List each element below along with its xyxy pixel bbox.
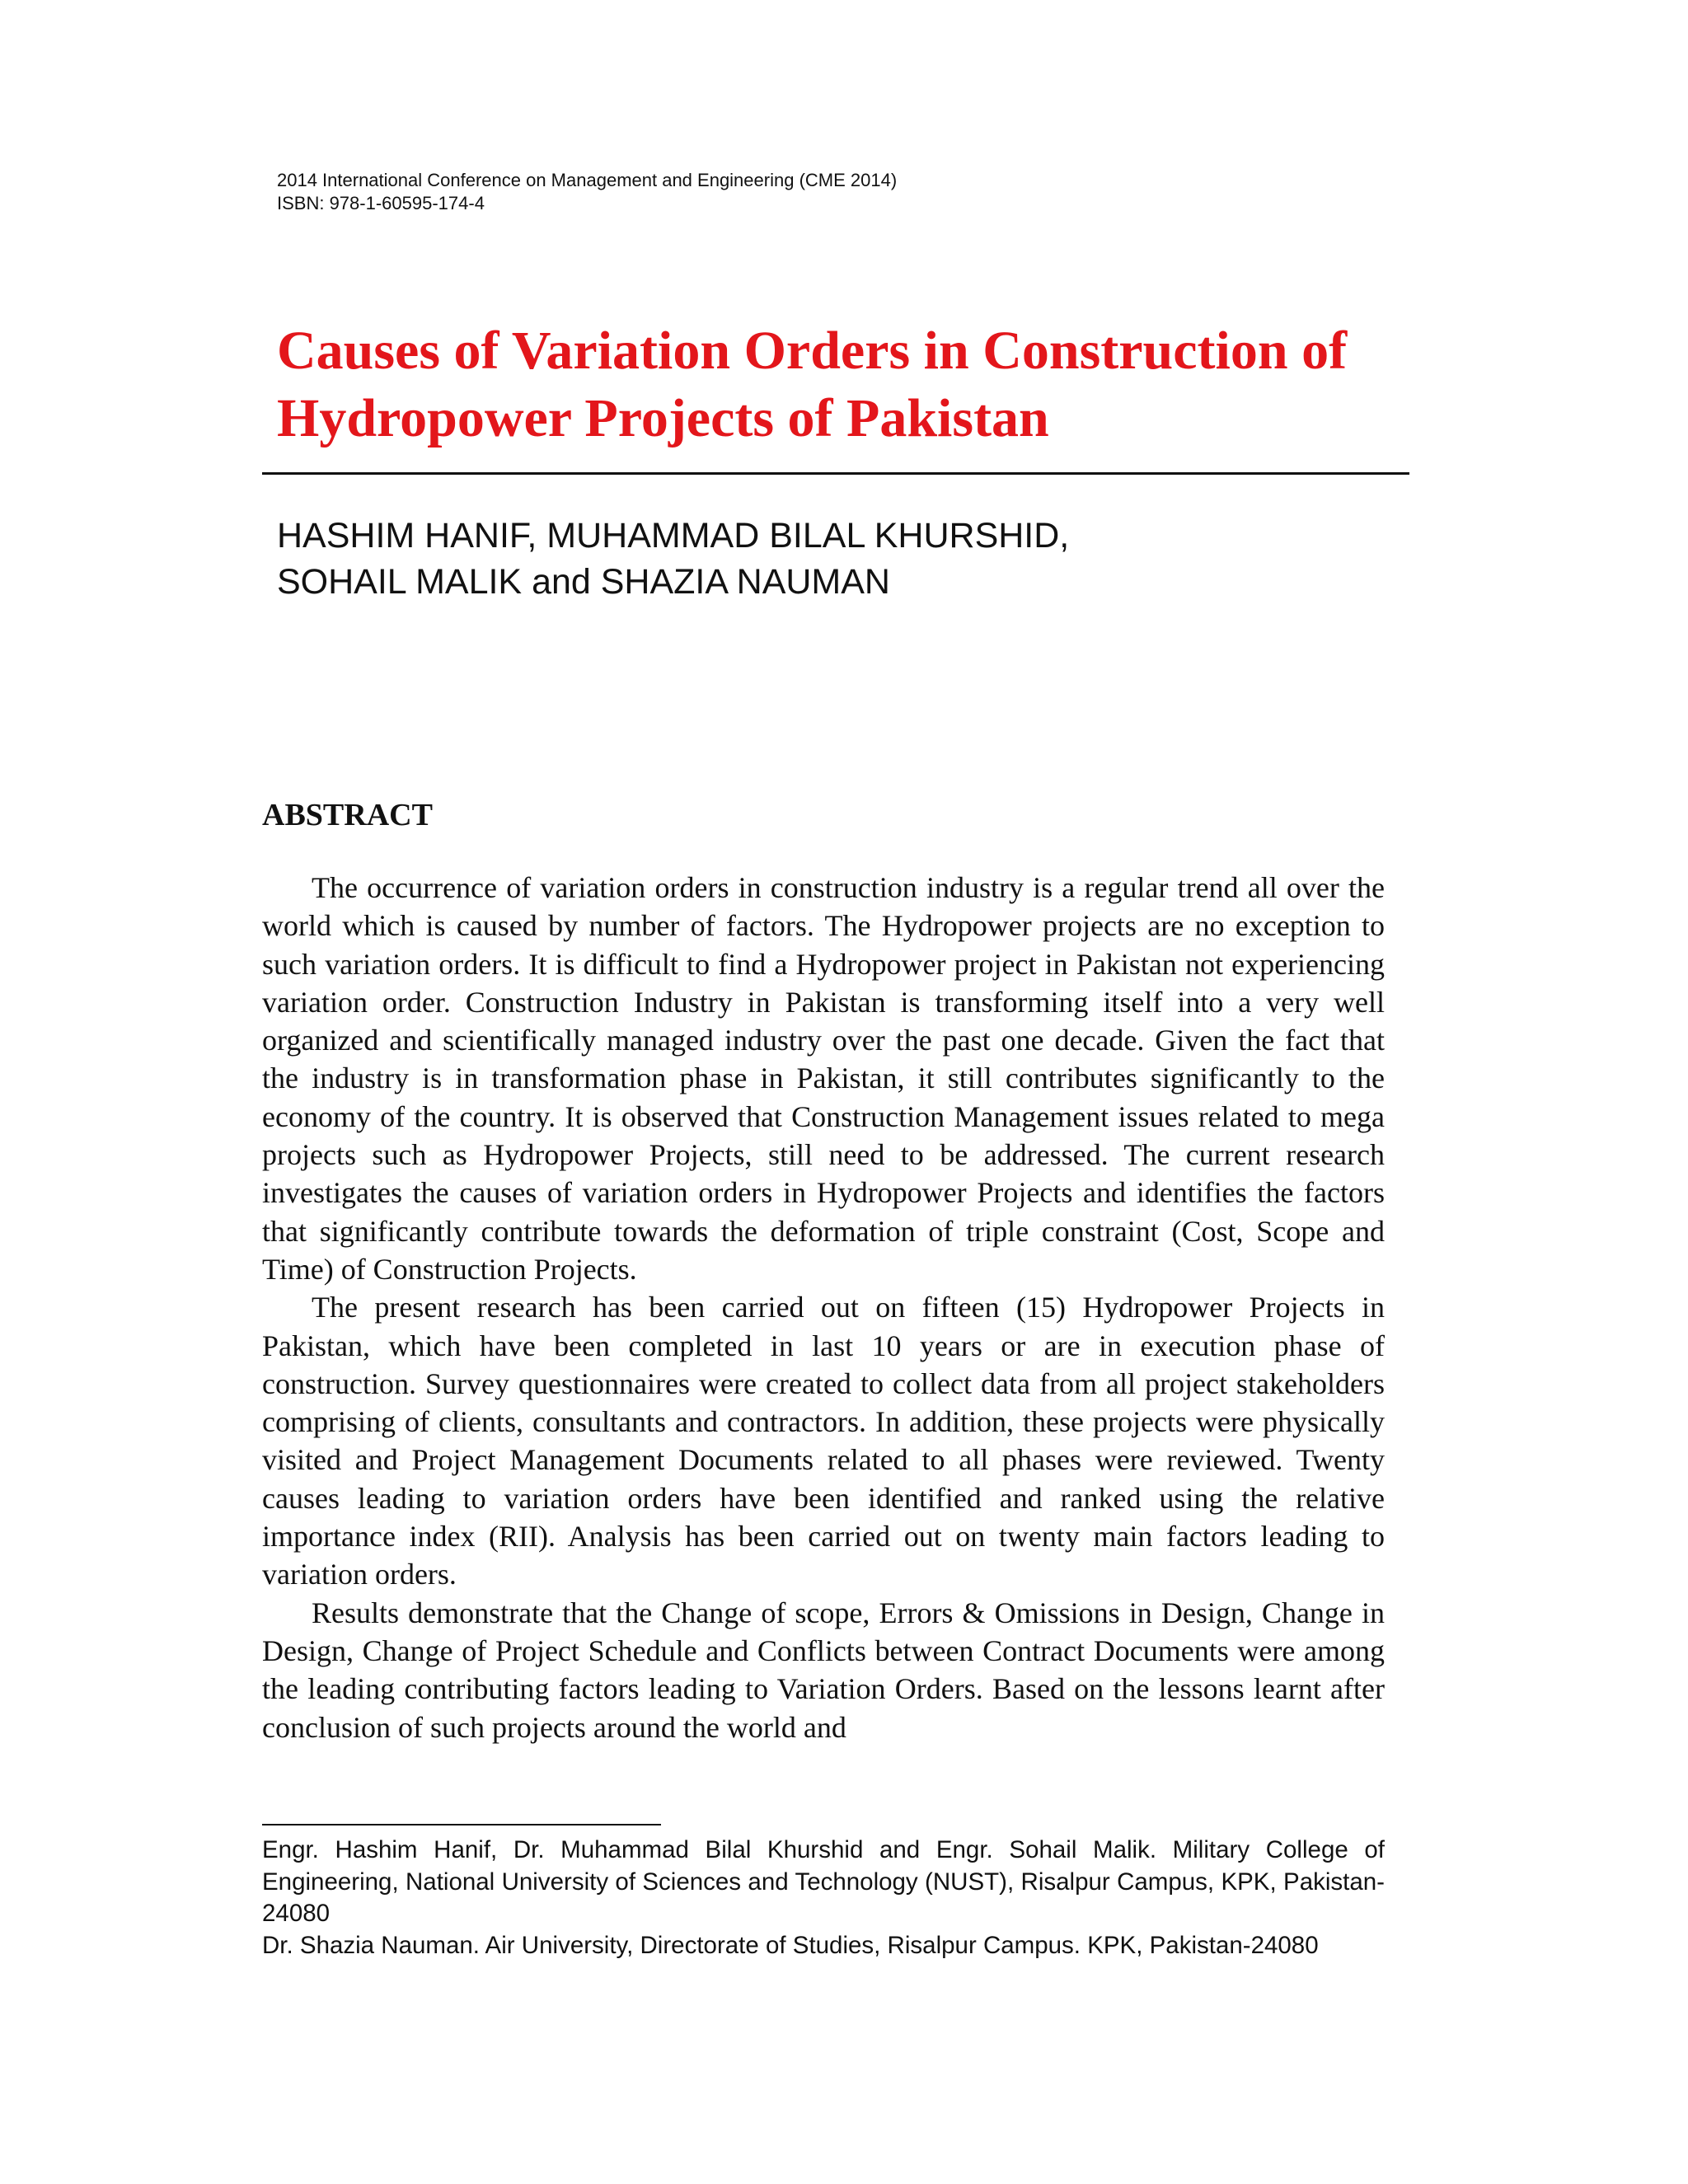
footnote-affiliation: Dr. Shazia Nauman. Air University, Directorate of Studies, Risalpur Campus. KPK, Pakistan-24080 bbox=[262, 1931, 1319, 1959]
title-divider bbox=[262, 472, 1409, 475]
conference-header bbox=[277, 169, 897, 215]
conference-name: 2014 International Conference on Management and Engineering (CME 2014) bbox=[277, 170, 898, 190]
abstract-paragraph: The occurrence of variation orders in construction industry is a regular trend all over the world which is caused by number of factors. The Hydropower projects are no exception to such variation orders. It is difficult to find a Hydropower project in Pakistan not experiencing variation order. Construction Industry in Pakistan is transforming itself into a very well organized and scientifically managed industry over the past one decade. Given the fact that the industry is in transformation phase in Pakistan, it still contributes significantly to the economy of the country. It is observed that Construction Management issues related to mega projects such as Hydropower Projects, still need to be addressed. The current research investigates the causes of variation orders in Hydropower Projects and identifies the factors that significantly contribute towards the deformation of triple constraint (Cost, Scope and Time) of Construction Projects. bbox=[262, 871, 1385, 1286]
footnote-divider bbox=[262, 1824, 661, 1825]
author-list bbox=[277, 513, 1069, 605]
footnote-affiliation: Engr. Hashim Hanif, Dr. Muhammad Bilal Khurshid and Engr. Sohail Malik. Military College of Engineering, National University of Sciences and Technology (NUST), Risalpur Campus, KPK, Pakistan-24080 bbox=[262, 1836, 1385, 1927]
paper-title-line-2: Hydropower Projects of Pakistan bbox=[277, 388, 1049, 448]
abstract-paragraph: The present research has been carried out on fifteen (15) Hydropower Projects in Pakistan, which have been completed in last 10 years or are in execution phase of construction. Survey questionnaires were created to collect data from all project stakeholders comprising of clients, consultants and contractors. In addition, these projects were physically visited and Project Management Documents related to all phases were reviewed. Twenty causes leading to variation orders have been identified and ranked using the relative importance index (RII). Analysis has been carried out on twenty main factors leading to variation orders. bbox=[262, 1291, 1385, 1591]
footnotes bbox=[262, 1835, 1385, 1961]
abstract-heading: ABSTRACT bbox=[262, 798, 433, 832]
author-list-line-2: SOHAIL MALIK and SHAZIA NAUMAN bbox=[277, 562, 890, 602]
paper-title bbox=[277, 317, 1414, 452]
abstract-body bbox=[262, 869, 1385, 1746]
author-list-line-1: HASHIM HANIF, MUHAMMAD BILAL KHURSHID, bbox=[277, 516, 1070, 555]
isbn: ISBN: 978-1-60595-174-4 bbox=[277, 193, 485, 213]
paper-title-line-1: Causes of Variation Orders in Construction of bbox=[277, 321, 1348, 381]
abstract-paragraph: Results demonstrate that the Change of scope, Errors & Omissions in Design, Change in Design, Change of Project Schedule and Conflicts between Contract Documents were among the leading contributing factors leading to Variation Orders. Based on the lessons learnt after conclusion of such projects around the world and bbox=[262, 1596, 1385, 1744]
